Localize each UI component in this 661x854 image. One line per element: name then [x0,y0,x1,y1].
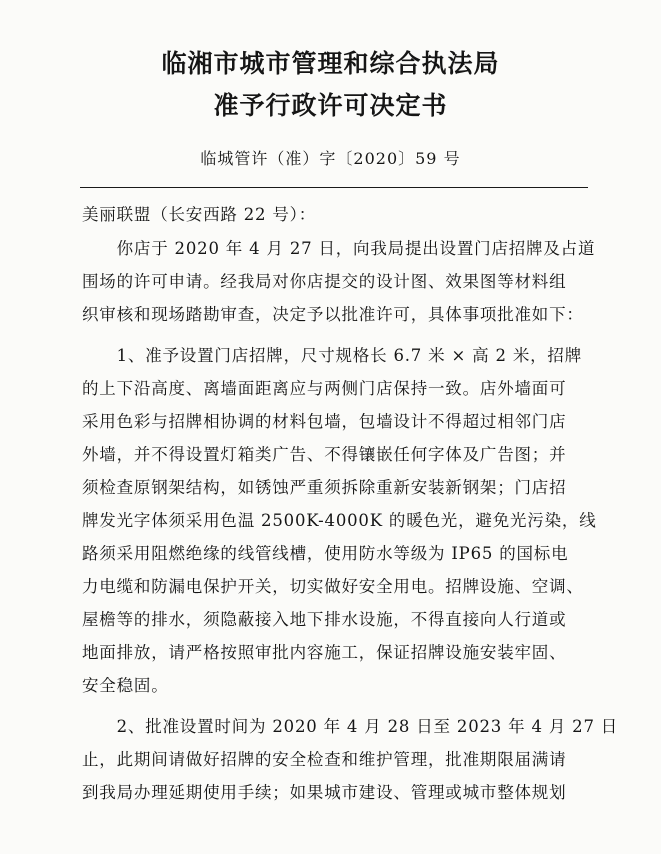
body-line: 地面排放，请严格按照审批内容施工，保证招牌设施安装牢固、 [82,643,567,662]
body-line: 采用色彩与招牌相协调的材料包墙，包墙设计不得超过相邻门店 [82,412,567,431]
body-line: 的上下沿高度、离墙面距离应与两侧门店保持一致。店外墙面可 [82,379,567,398]
body-line: 1、准予设置门店招牌，尺寸规格长 6.7 米 × 高 2 米，招牌 [82,346,583,365]
body-line: 织审核和现场踏勘审查，决定予以批准许可，具体事项批准如下： [82,305,584,324]
body-line: 到我局办理延期使用手续；如果城市建设、管理或城市整体规划 [82,783,567,802]
issuing-authority-title: 临湘市城市管理和综合执法局 [161,49,500,78]
addressee-line: 美丽联盟（长安西路 22 号）： [82,205,317,224]
body-line: 2、批准设置时间为 2020 年 4 月 28 日至 2023 年 4 月 27 日 [82,717,619,736]
body-line: 路须采用阻燃绝缘的线管线槽，使用防水等级为 IP65 的国标电 [82,544,569,563]
body-line: 力电缆和防漏电保护开关，切实做好安全用电。招牌设施、空调、 [82,577,584,596]
body-line: 外墙，并不得设置灯箱类广告、不得镶嵌任何字体及广告图；并 [82,445,567,464]
body-line: 牌发光字体须采用色温 2500K-4000K 的暖色光，避免光污染，线 [82,511,597,530]
document-title: 准予行政许可决定书 [213,91,448,120]
body-line: 须检查原钢架结构，如锈蚀严重须拆除重新安装新钢架；门店招 [82,478,567,497]
body-line: 你店于 2020 年 4 月 27 日，向我局提出设置门店招牌及占道 [82,239,596,258]
document-number: 临城管许（准）字〔2020〕59 号 [200,149,461,168]
body-line: 安全稳固。 [82,676,169,695]
body-line: 止，此期间请做好招牌的安全检查和维护管理，批准期限届满请 [82,750,567,769]
header-divider [80,187,588,188]
body-line: 屋檐等的排水，须隐蔽接入地下排水设施，不得直接向人行道或 [82,610,567,629]
body-line: 围场的许可申请。经我局对你店提交的设计图、效果图等材料组 [82,272,567,291]
